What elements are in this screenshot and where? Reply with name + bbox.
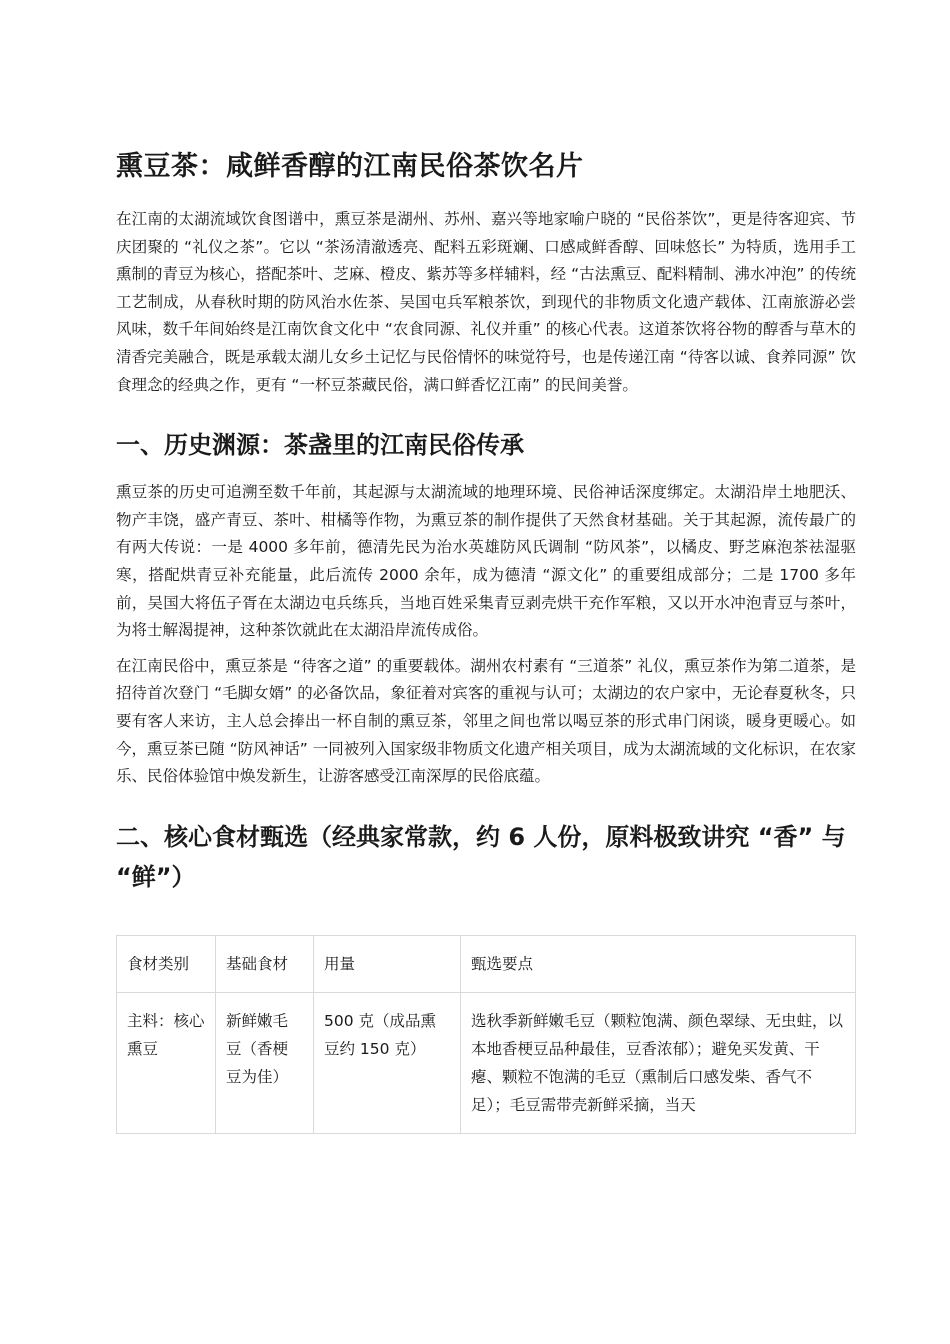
table-header-row (117, 935, 856, 992)
column-header-category: 食材类别 (117, 935, 216, 992)
column-header-notes: 甄选要点 (461, 935, 856, 992)
cell-category: 主料：核心熏豆 (117, 992, 216, 1133)
table-row (117, 992, 856, 1133)
document-page (116, 148, 856, 1117)
section-heading-ingredients: 二、核心食材甄选（经典家常款，约 6 人份，原料极致讲究 “香” 与 “鲜”） (116, 822, 846, 891)
history-paragraph-2: 在江南民俗中，熏豆茶是 “待客之道” 的重要载体。湖州农村素有 “三道茶” 礼仪，熏豆茶作为第二道茶，是招待首次登门 “毛脚女婿” 的必备饮品，象征着对宾客的重视与认可；太湖边的农户家中，无论春夏秋冬，只要有客人来访，主人总会捧出一杯自制的熏豆茶，邻里之间也常以喝豆茶的形式串门闲谈，暖身更暖心。如今，熏豆茶已随 “防风神话” 一同被列入国家级非物质文化遗产相关项目，成为太湖流域的文化标识，在农家乐、民俗体验馆中焕发新生，让游客感受江南深厚的民俗底蕴。 (116, 656, 856, 786)
column-header-ingredient: 基础食材 (216, 935, 314, 992)
section-heading-history: 一、历史渊源：茶盏里的江南民俗传承 (116, 431, 524, 460)
cell-ingredient: 新鲜嫩毛豆（香梗豆为佳） (216, 992, 314, 1133)
history-paragraph-1: 熏豆茶的历史可追溯至数千年前，其起源与太湖流域的地理环境、民俗神话深度绑定。太湖沿岸土地肥沃、物产丰饶，盛产青豆、茶叶、柑橘等作物，为熏豆茶的制作提供了天然食材基础。关于其起源，流传最广的有两大传说：一是 4000 多年前，德清先民为治水英雄防风氏调制 “防风茶”，以橘皮、野芝麻泡茶祛湿驱寒，搭配烘青豆补充能量，此后流传 2000 余年，成为德清 “源文化” 的重要组成部分；二是 1700 多年前，吴国大将伍子胥在太湖边屯兵练兵，当地百姓采集青豆剥壳烘干充作军粮，又以开水冲泡青豆与茶叶，为将士解渴提神，这种茶饮就此在太湖沿岸流传成俗。 (116, 483, 856, 640)
intro-paragraph: 在江南的太湖流域饮食图谱中，熏豆茶是湖州、苏州、嘉兴等地家喻户晓的 “民俗茶饮”，更是待客迎宾、节庆团聚的 “礼仪之茶”。它以 “茶汤清澈透亮、配料五彩斑斓、口感咸鲜香醇、回味悠长” 为特质，选用手工熏制的青豆为核心，搭配茶叶、芝麻、橙皮、紫苏等多样辅料，经 “古法熏豆、配料精制、沸水冲泡” 的传统工艺制成，从春秋时期的防风治水佐茶、吴国屯兵军粮茶饮，到现代的非物质文化遗产载体、江南旅游必尝风味，数千年间始终是江南饮食文化中 “农食同源、礼仪并重” 的核心代表。这道茶饮将谷物的醇香与草木的清香完美融合，既是承载太湖儿女乡土记忆与民俗情怀的味觉符号，也是传递江南 “待客以诚、食养同源” 饮食理念的经典之作，更有 “一杯豆茶藏民俗，满口鲜香忆江南” 的民间美誉。 (116, 210, 856, 394)
cell-notes: 选秋季新鲜嫩毛豆（颗粒饱满、颜色翠绿、无虫蛀，以本地香梗豆品种最佳，豆香浓郁）；避免买发黄、干瘪、颗粒不饱满的毛豆（熏制后口感发柴、香气不足）；毛豆需带壳新鲜采摘，当天 (461, 992, 856, 1133)
ingredients-table (116, 935, 856, 1134)
page-title: 熏豆茶：咸鲜香醇的江南民俗茶饮名片 (116, 151, 584, 182)
cell-amount: 500 克（成品熏豆约 150 克） (314, 992, 461, 1133)
ingredients-table-wrapper (116, 935, 856, 1117)
column-header-amount: 用量 (314, 935, 461, 992)
